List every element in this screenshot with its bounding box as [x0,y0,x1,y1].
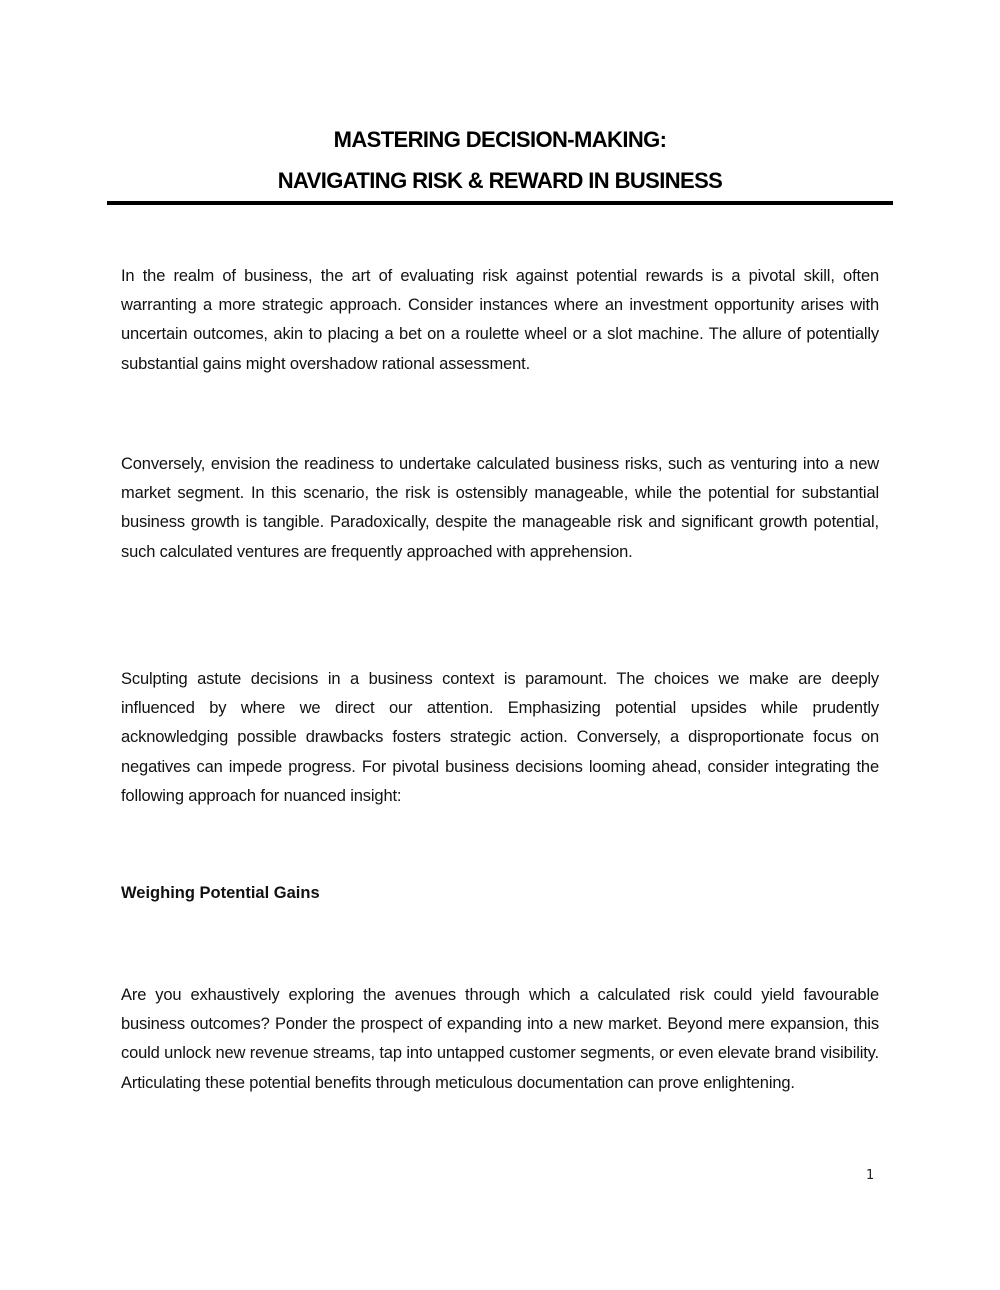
paragraph-intro: In the realm of business, the art of evaluating risk against potential rewards is a pivotal skill, often warranting a more strategic approach. Consider instances where an investment opportunity arises with uncertain outcomes, akin to placing a bet on a roulette wheel or a slot machine. The allure of potentially substantial gains might overshadow rational assessment. [121,267,879,373]
page-number: 1 [866,1168,875,1183]
title-divider [107,201,893,205]
paragraph-calculated-risks: Conversely, envision the readiness to undertake calculated business risks, such as venturing into a new market segment. In this scenario, the risk is ostensibly manageable, while the potential for substantial business growth is tangible. Paradoxically, despite the manageable risk and significant growth potential, such calculated ventures are frequently approached with apprehension. [121,455,879,561]
paragraph-potential-gains: Are you exhaustively exploring the avenues through which a calculated risk could yield favourable business outcomes? Ponder the prospect of expanding into a new market. Beyond mere expansion, this could unlock new revenue streams, tap into untapped customer segments, or even elevate brand visibility. Articulating these potential benefits through meticulous documentation can prove enlightening. [121,986,879,1092]
section-heading: Weighing Potential Gains [121,884,320,902]
title-line-2: NAVIGATING RISK & REWARD IN BUSINESS [277,167,723,193]
title-line-1: MASTERING DECISION-MAKING: [333,126,667,152]
paragraph-astute-decisions: Sculpting astute decisions in a business context is paramount. The choices we make are deeply influenced by where we direct our attention. Emphasizing potential upsides while prudently acknowledging possible drawbacks fosters strategic action. Conversely, a disproportionate focus on negatives can impede progress. For pivotal business decisions looming ahead, consider integrating the following approach for nuanced insight: [121,670,879,805]
